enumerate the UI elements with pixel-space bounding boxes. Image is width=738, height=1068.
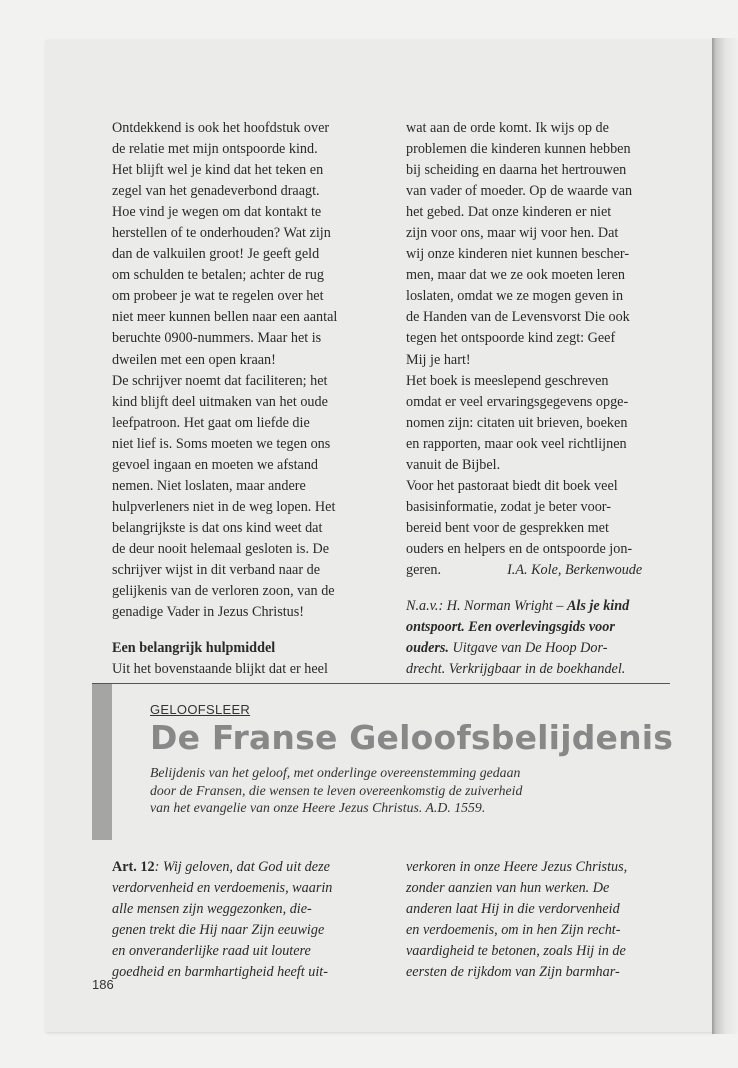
text-line: hulpverleners niet in de weg lopen. Het	[112, 498, 336, 515]
text-line: de Handen van de Levensvorst Die ook	[406, 309, 630, 326]
text-line: de relatie met mijn ontspoorde kind.	[112, 141, 318, 158]
text-line: dan de valkuilen groot! Je geeft geld	[112, 246, 320, 263]
text-line: herstellen of te onderhouden? Wat zijn	[112, 225, 331, 242]
text-line: van vader of moeder. Op de waarde van	[406, 183, 633, 200]
article-label: Art. 12	[112, 859, 155, 875]
text-line: en onveranderlijke raad uit loutere	[112, 943, 311, 960]
text-line: schrijver wijst in dit verband naar de	[112, 561, 321, 578]
book-spine-shadow	[712, 38, 738, 1034]
text-line: Mij je hart!	[406, 351, 471, 368]
book-title: ouders.	[406, 640, 449, 657]
section-divider	[92, 683, 670, 684]
text-line: zonder aanzien van hun werken. De	[406, 880, 610, 897]
text-line: bereid bent voor de gesprekken met	[406, 519, 609, 536]
text-line: niet lief is. Soms moeten we tegen ons	[112, 435, 331, 452]
text-line: kind blijft deel uitmaken van het oude	[112, 393, 328, 410]
last-line-with-byline	[406, 560, 676, 581]
text-line: wij onze kinderen niet kunnen bescher-	[406, 246, 630, 263]
text-line: om schulden te betalen; achter de rug	[112, 267, 324, 284]
text-line: beruchte 0900-nummers. Maar het is	[112, 330, 322, 347]
text-line: eersten de rijkdom van Zijn barmhar-	[406, 964, 620, 981]
text-line: verdorvenheid en verdoemenis, waarin	[112, 880, 333, 897]
text-line: het gebed. Dat onze kinderen er niet	[406, 204, 612, 221]
text-line: gelijkenis van de verloren zoon, van de	[112, 583, 335, 600]
review-left-column	[112, 118, 382, 680]
text-line: Het blijft wel je kind dat het teken en	[112, 162, 324, 179]
book-title: Als je kind	[566, 598, 630, 615]
text-line: nemen. Niet loslaten, maar andere	[112, 477, 306, 494]
text-line: zegel van het genadeverbond draagt.	[112, 183, 320, 200]
author-byline: I.A. Kole, Berkenwoude	[507, 561, 643, 578]
intro-line: door de Fransen, die wensen te leven overeenkomstig de zuiverheid	[150, 782, 523, 798]
intro-line: Belijdenis van het geloof, met onderlinge overeenstemming gedaan	[150, 765, 521, 780]
text-line: goedheid en barmhartigheid heeft uit-	[112, 964, 328, 981]
text-line: genen trekt die Hij naar Zijn eeuwige	[112, 922, 325, 939]
text-line: vaardigheid te betonen, zoals Hij in de	[406, 943, 626, 960]
text-line: problemen die kinderen kunnen hebben	[406, 141, 631, 158]
text-line: Het boek is meeslepend geschreven	[406, 372, 609, 389]
source-line	[406, 596, 676, 617]
section-accent-bar	[92, 684, 112, 840]
text-line: De schrijver noemt dat faciliteren; het	[112, 372, 328, 389]
text-line: wat aan de orde komt. Ik wijs op de	[406, 120, 609, 136]
text-fragment: : Wij geloven, dat God uit deze	[154, 859, 330, 875]
article-left-column	[112, 857, 332, 983]
text-line: Hoe vind je wegen om dat kontakt te	[112, 204, 322, 221]
text-line: dweilen met een open kraan!	[112, 351, 276, 368]
text-line: gevoel ingaan en moeten we afstand	[112, 456, 319, 473]
section-intro	[150, 764, 522, 817]
source-line: drecht. Verkrijgbaar in de boekhandel.	[406, 661, 626, 678]
book-title-line: ontspoort. Een overlevingsgids voor	[406, 619, 615, 636]
text-line: bij scheiding en daarna het hertrouwen	[406, 162, 627, 179]
text-line: ouders en helpers en de ontspoorde jon-	[406, 540, 633, 557]
text-line: Ontdekkend is ook het hoofdstuk over	[112, 120, 330, 136]
text-line: en verdoemenis, om in hen Zijn recht-	[406, 922, 621, 939]
review-right-column	[406, 118, 676, 680]
text-line: de deur nooit helemaal gesloten is. De	[112, 540, 330, 557]
text-line: leefpatroon. Het gaat om liefde die	[112, 414, 310, 431]
publisher: Uitgave van De Hoop Dor-	[448, 640, 608, 657]
text-fragment: geren.	[406, 561, 442, 578]
intro-line: van het evangelie van onze Heere Jezus Christus. A.D. 1559.	[150, 800, 486, 815]
text-line: zijn voor ons, maar wij voor hen. Dat	[406, 225, 619, 242]
text-line: Uit het bovenstaande blijkt dat er heel	[112, 661, 328, 678]
text-line: genadige Vader in Jezus Christus!	[112, 604, 305, 621]
text-line: Voor het pastoraat biedt dit boek veel	[406, 477, 618, 494]
article-first-line	[112, 857, 332, 878]
text-line: en rapporten, maar ook veel richtlijnen	[406, 435, 627, 452]
text-line: anderen laat Hij in die verdorvenheid	[406, 901, 620, 918]
text-line: nomen zijn: citaten uit brieven, boeken	[406, 414, 628, 431]
text-line: niet meer kunnen bellen naar een aantal	[112, 309, 338, 326]
text-line: tegen het ontspoorde kind zegt: Geef	[406, 330, 616, 347]
source-prefix: N.a.v.: H. Norman Wright –	[406, 598, 567, 615]
article-right-column	[406, 857, 627, 983]
text-line: vanuit de Bijbel.	[406, 456, 501, 473]
section-title: De Franse Geloofsbelijdenis	[150, 718, 674, 757]
text-line: basisinformatie, zodat je beter voor-	[406, 498, 611, 515]
source-line	[406, 638, 676, 659]
page-number: 186	[92, 977, 114, 992]
text-line: men, maar dat we ze ook moeten leren	[406, 267, 626, 284]
text-line: om probeer je wat te regelen over het	[112, 288, 324, 305]
section-label: GELOOFSLEER	[150, 702, 251, 717]
text-line: omdat er veel ervaringsgegevens opge-	[406, 393, 629, 410]
text-line: belangrijkste is dat ons kind weet dat	[112, 519, 323, 536]
text-line: verkoren in onze Heere Jezus Christus,	[406, 859, 628, 875]
subheading: Een belangrijk hulpmiddel	[112, 640, 276, 657]
text-line: alle mensen zijn weggezonken, die-	[112, 901, 312, 918]
text-line: loslaten, omdat we ze mogen geven in	[406, 288, 624, 305]
